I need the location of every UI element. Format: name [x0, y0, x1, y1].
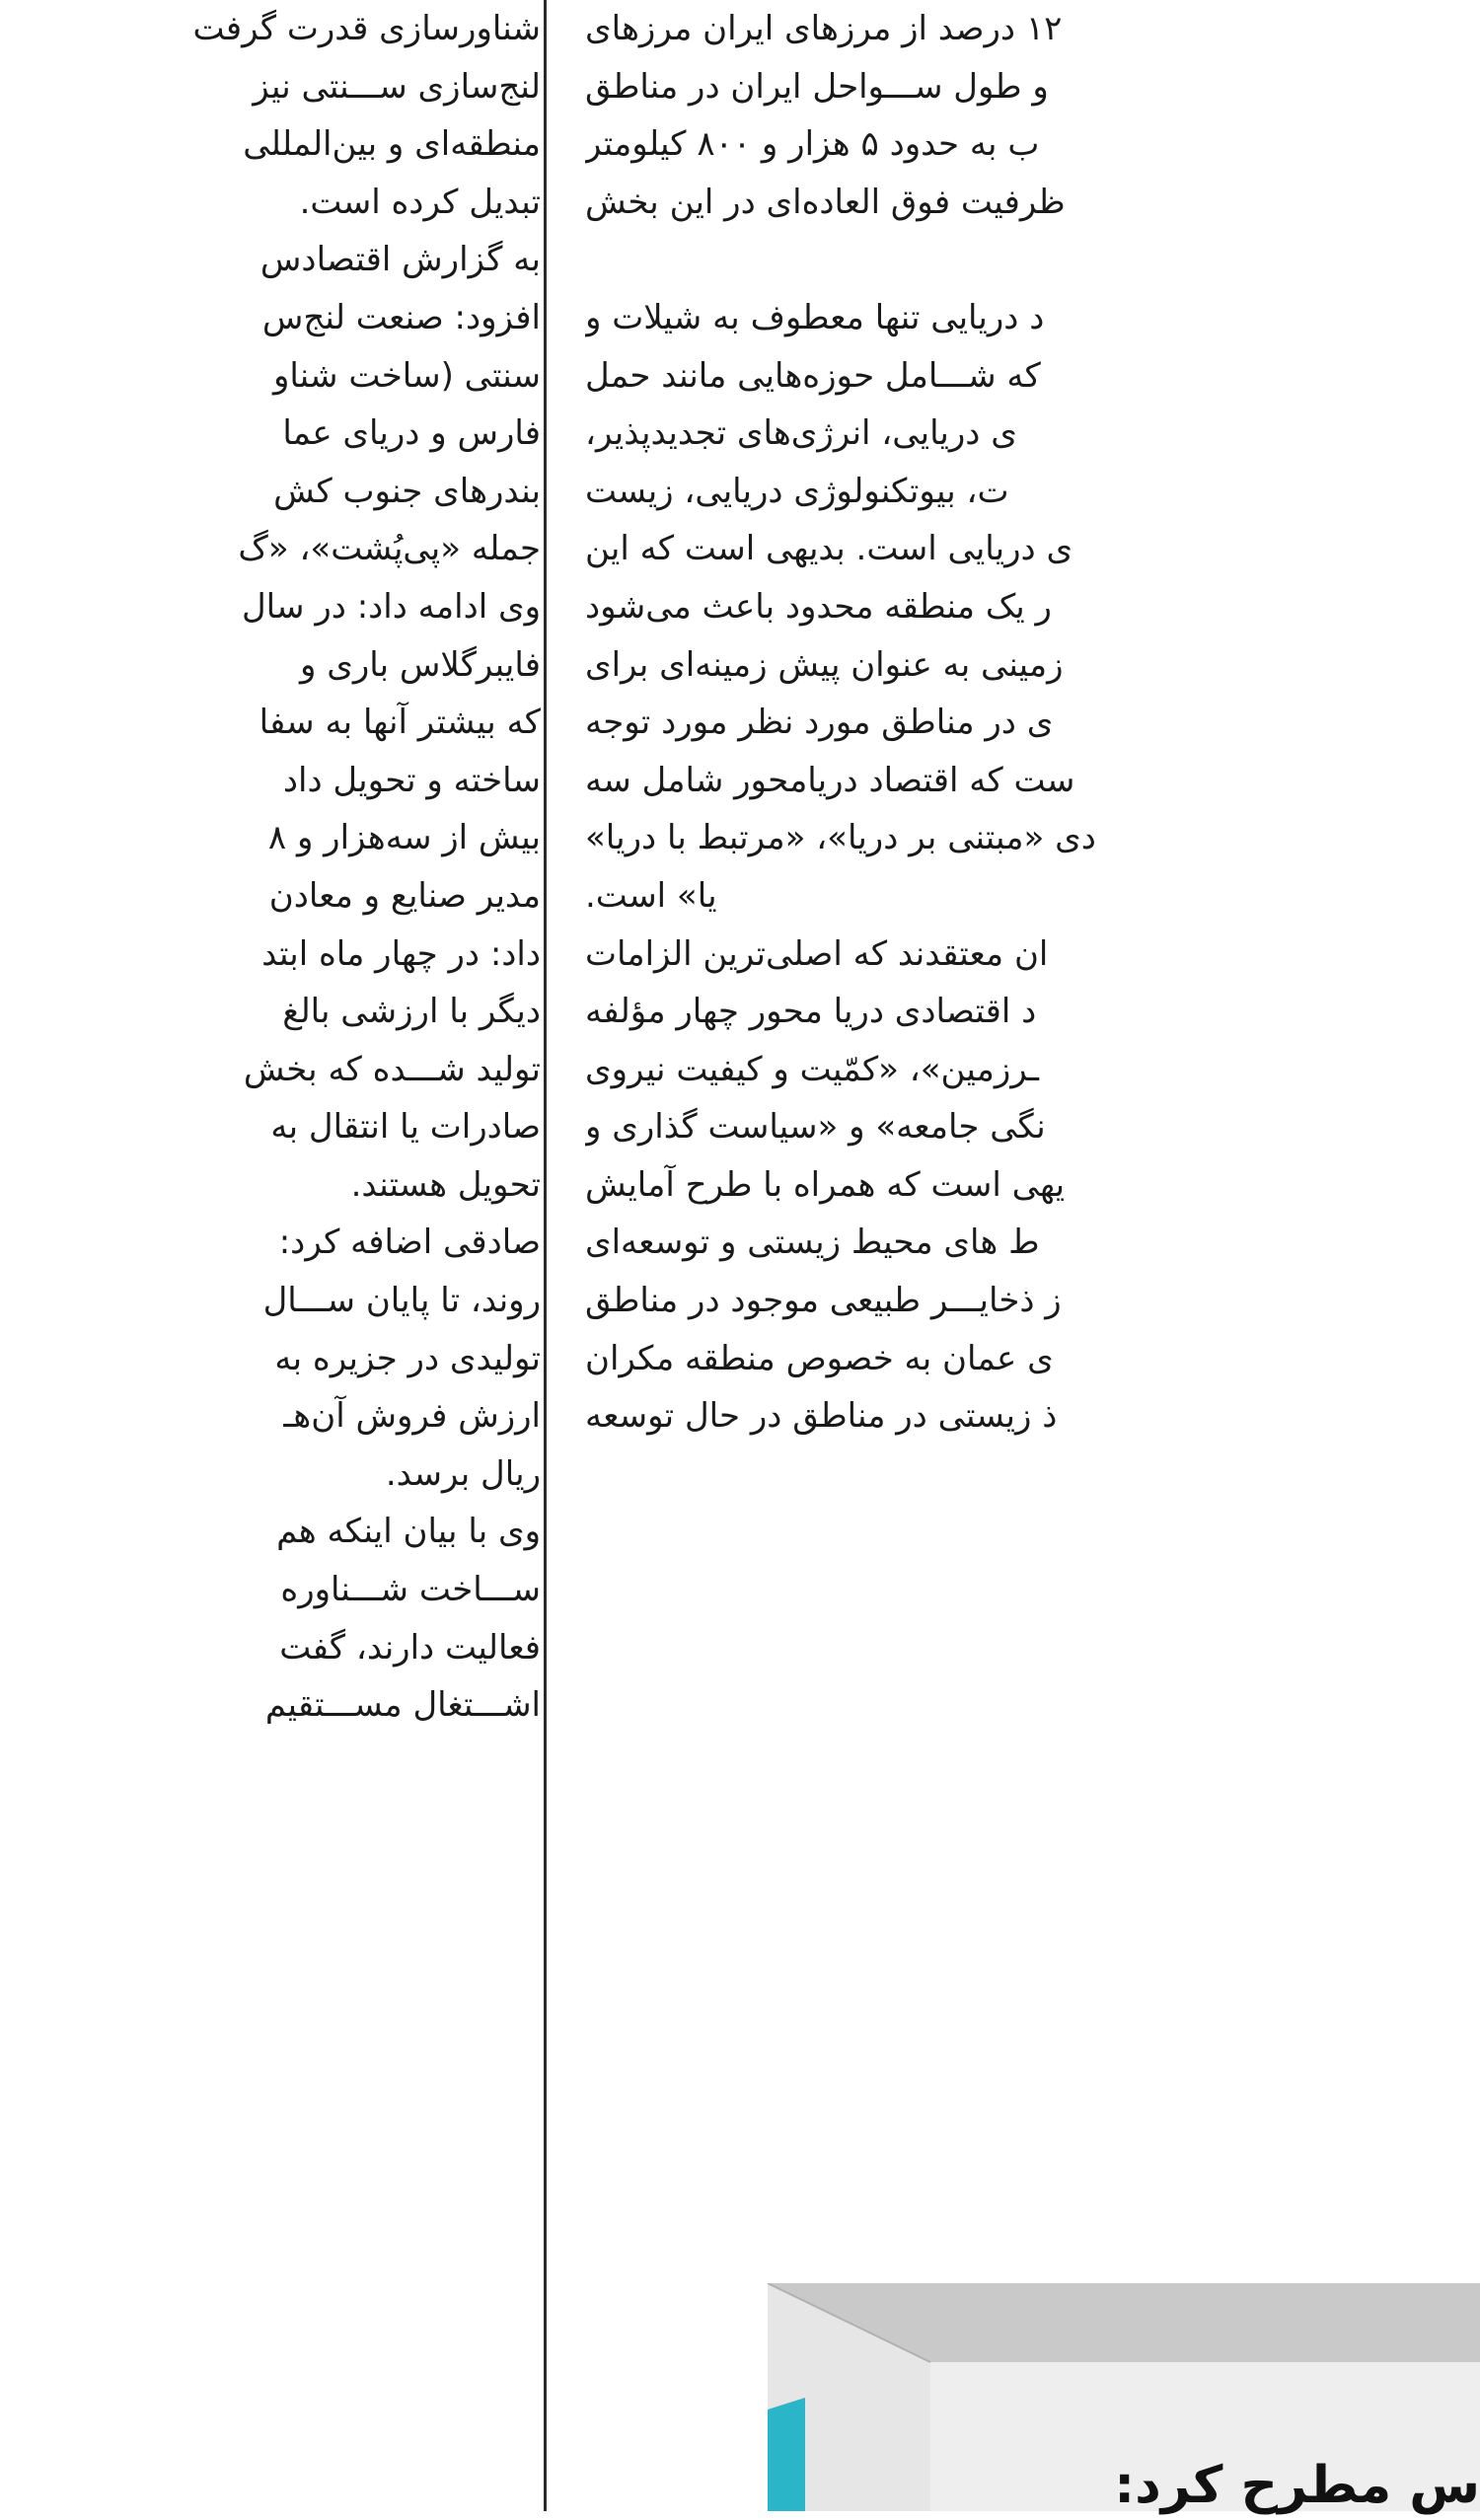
left-column-line: جمله «پی‌پُشت»، «گ — [238, 529, 541, 569]
left-column-line: وی ادامه داد: در سال — [241, 586, 541, 627]
quote-box — [768, 2283, 1480, 2515]
left-column-line: به گزارش اقتصادس — [259, 240, 541, 280]
left-column-line: شناورسازی قدرت گرفت — [192, 9, 541, 48]
right-column-line: ی در مناطق مورد نظر مورد توجه — [585, 703, 1054, 743]
right-column-line: ست که اقتصاد دریامحور شامل سه — [585, 760, 1075, 800]
left-column-line: فعالیت دارند، گفت — [279, 1627, 541, 1668]
left-column-line: مدیر صنایع و معادن — [268, 875, 541, 916]
left-column-line: سنتی (ساخت شناو — [272, 355, 541, 396]
column-divider — [544, 0, 547, 2511]
right-column-line: و طول ســـواحل ایران در مناطق — [585, 66, 1049, 107]
left-column-line: تبدیل کرده است. — [299, 182, 541, 222]
right-column-line: ۱۲ درصد از مرزهای ایران مرزهای — [585, 9, 1063, 48]
left-column-line: فایبرگلاس باری و — [300, 644, 541, 685]
right-column-line: یا» است. — [585, 875, 717, 916]
right-column-line — [585, 231, 1480, 289]
left-column-line: اشـــتغال مســـتقیم — [264, 1685, 541, 1726]
right-column-line: ی دریایی، انرژی‌های تجدیدپذیر، — [585, 413, 1017, 454]
left-column-line: ارزش فروش آن‌هـ — [283, 1396, 541, 1437]
right-column-line: ز ذخایـــر طبیعی موجود در مناطق — [585, 1281, 1062, 1321]
left-column-line: تولیدی در جزیره به — [274, 1338, 541, 1378]
right-column-line: دی «مبتنی بر دریا»، «مرتبط با دریا» — [585, 818, 1096, 858]
right-column-line: که شـــامل حوزه‌هایی مانند حمل — [585, 355, 1041, 396]
right-column-line: ر یک منطقه محدود باعث می‌شود — [585, 586, 1052, 627]
left-column-line: داد: در چهار ماه ابتد — [261, 933, 541, 974]
left-column-line: افزود: صنعت لنج‌س — [261, 297, 541, 337]
left-article-column — [0, 0, 541, 2511]
left-column-line: لنج‌سازی ســـنتی نیز — [253, 66, 541, 107]
right-column-line: ان معتقدند که اصلی‌ترین الزامات — [585, 933, 1049, 974]
left-column-line: صادقی اضافه کرد: — [278, 1223, 541, 1263]
right-column-line: ذ زیستی در مناطق در حال توسعه — [585, 1396, 1058, 1437]
right-column-line: ت، بیوتکنولوژی دریایی، زیست — [585, 471, 1009, 511]
left-column-line: وی با بیان اینکه هم — [276, 1512, 541, 1552]
right-column-line: نگی جامعه» و «سیاست گذاری و — [585, 1107, 1046, 1148]
left-column-line: صادرات یا انتقال به — [270, 1107, 541, 1148]
left-column-line: بیش از سه‌هزار و ۸ — [267, 818, 541, 858]
right-column-line: ب به حدود ۵ هزار و ۸۰۰ کیلومتر — [585, 124, 1040, 165]
left-column-line: ساخته و تحویل داد — [282, 760, 541, 800]
left-column-line: منطقه‌ای و بین‌المللی — [243, 124, 541, 165]
right-column-line: ی دریایی است. بدیهی است که این — [585, 529, 1073, 569]
right-column-line: ی عمان به خصوص منطقه مکران — [585, 1338, 1054, 1378]
left-column-line: ســـاخت شـــناوره — [280, 1570, 541, 1610]
right-column-line: زمینی به عنوان پیش زمینه‌ای برای — [585, 644, 1064, 685]
left-column-line: بندرهای جنوب کش — [273, 471, 541, 511]
quote-box-title: س مطرح کرد: — [1114, 2456, 1480, 2515]
left-column-line: تولید شـــده که بخش — [243, 1049, 541, 1089]
right-column-line: یهی است که همراه با طرح آمایش — [585, 1164, 1066, 1205]
right-article-column — [585, 0, 1480, 1766]
right-column-line: د دریایی تنها معطوف به شیلات و — [585, 297, 1045, 337]
left-column-line: که بیشتر آنها به سفا — [259, 703, 541, 743]
left-column-line: تحویل هستند. — [350, 1164, 541, 1205]
right-column-line: ظرفیت فوق العاده‌ای در این بخش — [585, 182, 1066, 222]
left-column-line: ریال برسد. — [385, 1453, 541, 1494]
right-column-line: د اقتصادی دریا محور چهار مؤلفه — [585, 992, 1037, 1032]
quote-box-accent — [768, 2398, 805, 2511]
left-column-line: فارس و دریای عما — [282, 413, 541, 454]
right-column-line: ـرزمین»، «کمّیت و کیفیت نیروی — [585, 1049, 1040, 1089]
right-column-line: ط های محیط زیستی و توسعه‌ای — [585, 1223, 1040, 1263]
left-column-line: دیگر با ارزشی بالغ — [282, 992, 541, 1032]
left-column-line: روند، تا پایان ســـال — [262, 1281, 541, 1321]
